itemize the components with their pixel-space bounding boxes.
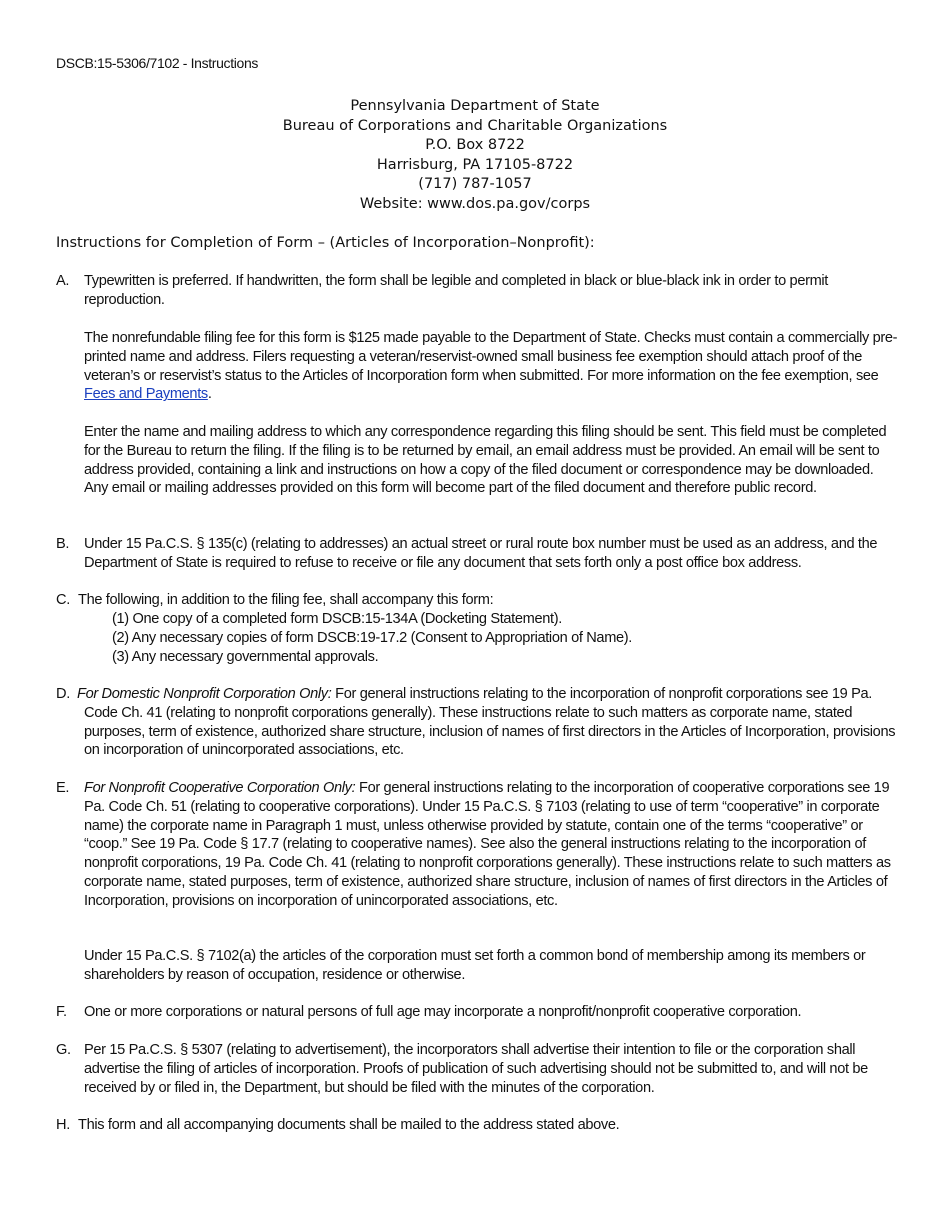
section-e-text: For general instructions relating to the incorporation of cooperative corporations see 19 Pa. Code Ch. 51 (relating to cooperative corporations). Under 15 Pa.C.S. § 7103 (relating to use of term “cooperative” in corporate name) the corporate name in Paragraph 1 must, unless otherwise provided by statute, contain one of the terms “cooperative” or “coop.” See 19 Pa. Code § 17.7 (relating to cooperative names). See also the general instructions relating to the incorporation of nonprofit corporations, 19 Pa. Code Ch. 41 (relating to nonprofit corporations generally). These instructions relate to such matters as corporate name, stated purposes, term of existence, authorized share structure, inclusion of names of first directors in the Articles of Incorporation, provisions on incorporation of unincorporated associations, etc. (84, 780, 891, 909)
section-h (56, 1116, 898, 1135)
fee-text: The nonrefundable filing fee for this form is $125 made payable to the Department of State. Checks must contain a commercially pre-printed name and address. Filers requesting a veteran/reservist-owned small business fee exemption should attach proof of the veteran’s or reservist’s status to the Articles of Incorporation form when submitted. For more information on the fee exemption, see (84, 330, 898, 384)
section-g (56, 1041, 898, 1097)
section-a-correspondence-paragraph: Enter the name and mailing address to which any correspondence regarding this filing should be sent. This field must be completed for the Bureau to return the filing. If the filing is to be returned by email, an email address must be provided. An email will be sent to address provided, containing a link and instructions on how a copy of the filed document or correspondence may be downloaded. Any email or mailing addresses provided on this form will become part of the filed document and therefore public record. (84, 424, 887, 497)
section-d-text: For general instructions relating to the incorporation of nonprofit corporations see 19 Pa. Code Ch. 41 (relating to nonprofit corporations generally). These instructions relate to such matters as corporate name, stated purposes, term of existence, authorized share structure, inclusion of names of first directors in the Articles of Incorporation, provisions on incorporation of unincorporated associations, etc. (84, 686, 896, 759)
section-a-text: Typewritten is preferred. If handwritten, the form shall be legible and completed in black or blue-black ink in order to permit reproduction. (84, 273, 829, 308)
section-a (56, 272, 898, 310)
section-b (56, 535, 898, 573)
instructions-title: Instructions for Completion of Form – (Articles of Incorporation–Nonprofit): (56, 235, 595, 251)
header-city: Harrisburg, PA 17105-8722 (376, 156, 574, 173)
header-bureau: Bureau of Corporations and Charitable Organizations (282, 117, 668, 134)
section-f-label: F. (56, 1004, 67, 1020)
section-f (56, 1003, 898, 1022)
section-b-text: Under 15 Pa.C.S. § 135(c) (relating to addresses) an actual street or rural route box number must be used as an address, and the Department of State is required to refuse to receive or file any document that sets forth only a post office box address. (84, 536, 878, 571)
section-d-label: D. (56, 686, 70, 702)
fee-text-end: . (207, 386, 212, 403)
form-identifier: DSCB:15-5306/7102 - Instructions (56, 55, 259, 71)
agency-header (0, 97, 950, 215)
section-e (56, 779, 898, 911)
section-e-text-block (84, 779, 898, 911)
section-a-fee-paragraph (84, 329, 898, 404)
section-g-label: G. (56, 1042, 71, 1058)
list-item: (2) Any necessary copies of form DSCB:19-17.2 (Consent to Appropriation of Name). (112, 630, 632, 646)
list-item: (3) Any necessary governmental approvals. (112, 649, 379, 665)
section-h-text: This form and all accompanying documents shall be mailed to the address stated above. (78, 1117, 620, 1133)
section-h-label: H. (56, 1117, 70, 1133)
section-d (56, 685, 898, 760)
section-f-text: One or more corporations or natural persons of full age may incorporate a nonprofit/nonprofit cooperative corporation. (84, 1004, 802, 1020)
section-c-label: C. (56, 592, 70, 608)
header-po-box: P.O. Box 8722 (425, 137, 525, 154)
section-e-italic-heading: For Nonprofit Cooperative Corporation Only: (84, 780, 356, 796)
list-item: (1) One copy of a completed form DSCB:15-134A (Docketing Statement). (112, 611, 562, 627)
section-c-text: The following, in addition to the filing fee, shall accompany this form: (78, 592, 494, 608)
header-department: Pennsylvania Department of State (350, 98, 600, 114)
section-a-label: A. (56, 273, 70, 289)
section-d-italic-heading: For Domestic Nonprofit Corporation Only: (77, 686, 332, 702)
section-c (56, 591, 898, 610)
section-g-text: Per 15 Pa.C.S. § 5307 (relating to advertisement), the incorporators shall advertise their intention to file or the corporation shall advertise the filing of articles of incorporation. Proofs of publication of such advertising should not be submitted to, and will not be received by or filed in, the Department, but should be filed with the minutes of the corporation. (84, 1042, 868, 1096)
header-website: Website: www.dos.pa.gov/corps (359, 195, 591, 212)
section-d-text-block (77, 685, 898, 760)
header-phone: (717) 787-1057 (418, 176, 532, 193)
section-e-label: E. (56, 780, 70, 796)
section-e-common-bond-paragraph: Under 15 Pa.C.S. § 7102(a) the articles of the corporation must set forth a common bond of membership among its members or shareholders by reason of occupation, residence or otherwise. (84, 948, 866, 983)
fees-and-payments-link[interactable]: Fees and Payments (84, 386, 208, 403)
section-b-label: B. (56, 536, 70, 552)
section-d-first-line-wrapper (77, 685, 898, 760)
